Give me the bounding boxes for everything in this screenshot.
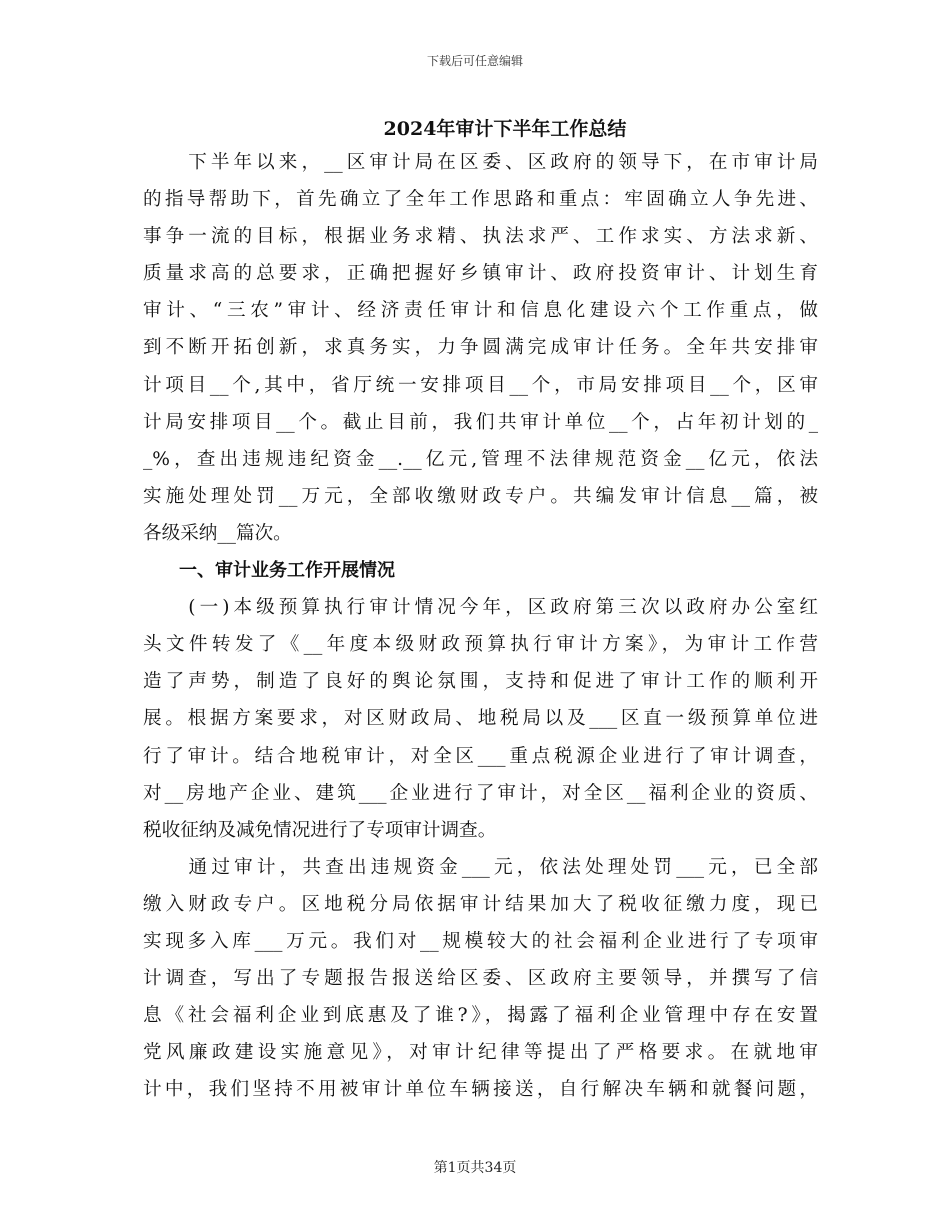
body-line: (一)本级预算执行审计情况今年，区政府第三次以政府办公室红 [143,597,818,619]
body-line: 下半年以来，__区审计局在区委、区政府的领导下，在市审计局 [143,152,818,173]
body-line: 实施处理处罚__万元，全部收缴财政专户。共编发审计信息__篇，被 [143,485,818,507]
body-line: 计项目__个,其中，省厅统一安排项目__个，市局安排项目__个，区审 [143,374,818,396]
body-line: 对__房地产企业、建筑___企业进行了审计，对全区__福利企业的资质、 [143,782,818,804]
page-header-note: 下载后可任意编辑 [426,54,523,68]
body-line: 造了声势，制造了良好的舆论氛围，支持和促进了审计工作的顺利开 [143,671,818,693]
body-line: 头文件转发了《__年度本级财政预算执行审计方案》，为审计工作营 [143,634,818,656]
body-line: _%，查出违规违纪资金__.__亿元,管理不法律规范资金__亿元，依法 [143,448,818,470]
section-heading: 一、审计业务工作开展情况 [143,560,395,582]
body-line: 展。根据方案要求，对区财政局、地税局以及___区直一级预算单位进 [143,708,818,730]
body-line: 到不断开拓创新，求真务实，力争圆满完成审计任务。全年共安排审 [143,337,818,359]
body-line: 通过审计，共查出违规资金___元，依法处理处罚___元，已全部 [143,856,818,878]
body-line: 息《社会福利企业到底惠及了谁?》，揭露了福利企业管理中存在安置 [143,1005,818,1027]
body-line: 事争一流的目标，根据业务求精、执法求严、工作求实、方法求新、 [143,226,818,248]
body-line: 实现多入库___万元。我们对__规模较大的社会福利企业进行了专项审 [143,930,818,952]
body-line: 的指导帮助下，首先确立了全年工作思路和重点：牢固确立人争先进、 [143,189,818,211]
body-line: 缴入财政专户。区地税分局依据审计结果加大了税收征缴力度，现已 [143,893,818,915]
body-line: 计调查，写出了专题报告报送给区委、区政府主要领导，并撰写了信 [143,968,818,990]
body-line: 行了审计。结合地税审计，对全区___重点税源企业进行了审计调查， [143,745,818,767]
body-line: 税收征纳及减免情况进行了专项审计调查。 [143,819,497,841]
body-line: 计中，我们坚持不用被审计单位车辆接送，自行解决车辆和就餐问题， [143,1079,818,1101]
body-line: 审计、“三农”审计、经济责任审计和信息化建设六个工作重点，做 [143,300,818,322]
body-line: 质量求高的总要求，正确把握好乡镇审计、政府投资审计、计划生育 [143,263,818,285]
body-line: 各级采纳__篇次。 [143,522,292,544]
body-line: 计局安排项目__个。截止目前，我们共审计单位__个，占年初计划的_ [143,411,818,433]
page-number: 第1页共34页 [433,1160,517,1176]
document-body [143,144,818,1108]
document-title: 2024年审计下半年工作总结 [383,118,627,140]
body-line: 党风廉政建设实施意见》，对审计纪律等提出了严格要求。在就地审 [143,1042,818,1064]
